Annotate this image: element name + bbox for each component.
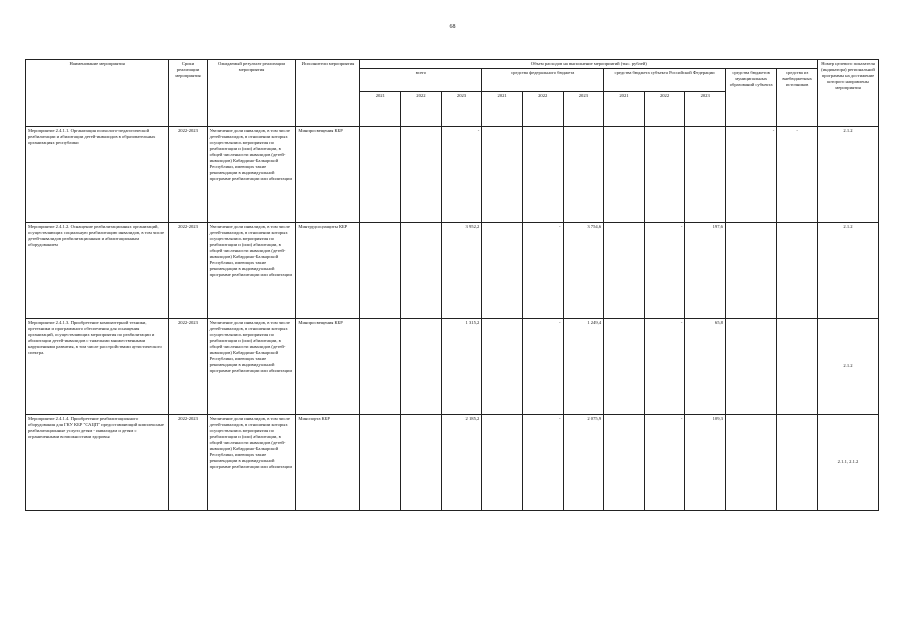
year-header: 2021	[360, 91, 401, 126]
activity-result: Увеличение доли инвалидов, в том числе детей-инвалидов, в отношении которых осуществлялись мероприятия по реабилитации и (или) абилитации, в общей численности инвалидов (детей-инвалидов) Кабардино-Балкарской Республики, имеющих такие рекомендации в индивидуальной программе реабилитации или абилитации	[207, 222, 296, 318]
offbudget-value	[777, 318, 818, 414]
total-2022	[401, 126, 442, 222]
table-row	[26, 318, 879, 414]
year-header: 2021	[604, 91, 645, 126]
regional-2021	[604, 222, 645, 318]
col-regional-header: средства бюджета субъекта Российской Федерации	[604, 68, 726, 91]
federal-2021	[482, 414, 523, 510]
year-header: 2023	[685, 91, 726, 126]
regional-2021	[604, 414, 645, 510]
federal-2022: -	[522, 222, 563, 318]
indicator-number: 2.1.1, 2.1.2	[818, 414, 879, 510]
regional-2022: -	[644, 414, 685, 510]
municipal-value	[725, 222, 776, 318]
offbudget-value	[777, 414, 818, 510]
activity-terms: 2022-2023	[169, 414, 207, 510]
federal-2023	[563, 126, 604, 222]
table-row	[26, 126, 879, 222]
total-2022	[401, 222, 442, 318]
total-2022	[401, 318, 442, 414]
total-2023: 1 315,2	[441, 318, 482, 414]
activity-terms: 2022-2023	[169, 318, 207, 414]
activity-name: Мероприятие 2.4.1.1. Организация психолого-педагогической реабилитации и абилитации детей-инвалидов в образовательных организациях республики	[26, 126, 169, 222]
municipal-value	[725, 414, 776, 510]
regional-2023: 197,6	[685, 222, 726, 318]
total-2021	[360, 318, 401, 414]
page-number: 68	[449, 24, 456, 30]
col-indicator-header: Номер целевого показателя (индикатора) региональной программы на достижение которого направлены мероприятия	[818, 60, 879, 127]
offbudget-value	[777, 222, 818, 318]
indicator-number: 2.1.2	[818, 222, 879, 318]
indicator-number: 2.1.2	[818, 126, 879, 222]
federal-2021	[482, 318, 523, 414]
col-total-header: всего	[360, 68, 482, 91]
regional-2021	[604, 126, 645, 222]
activity-result: Увеличение доли инвалидов, в том числе детей-инвалидов, в отношении которых осуществлялись мероприятия по реабилитации и (или) абилитации, в общей численности инвалидов (детей-инвалидов) Кабардино-Балкарской Республики, имеющих такие рекомендации в индивидуальной программе реабилитации или абилитации	[207, 414, 296, 510]
regional-2023	[685, 126, 726, 222]
year-header: 2023	[563, 91, 604, 126]
federal-2023: 1 249,4	[563, 318, 604, 414]
total-2023: 2 185,2	[441, 414, 482, 510]
activity-name: Мероприятие 2.4.1.3. Приобретение компьютерной техники, оргтехники и программного обеспечения для оснащения организаций, осуществляющих мероприятия по реабилитации и абилитации детей-инвалидов с тяжелыми множественными нарушениями развития, в том числе расстройствами аутистического спектра.	[26, 318, 169, 414]
year-header: 2022	[401, 91, 442, 126]
total-2023: -	[441, 126, 482, 222]
regional-2023: 65,8	[685, 318, 726, 414]
activity-name: Мероприятие 2.4.1.4. Приобретение реабилитационного оборудования для ГКУ КБР "САЦП" предоставляющий комплексные реабилитационные услуги детям - инвалидам и детям с ограниченными возможностями здоровья	[26, 414, 169, 510]
col-result-header: Ожидаемый результат реализации мероприятия	[207, 60, 296, 127]
table-row	[26, 414, 879, 510]
municipal-value: -	[725, 126, 776, 222]
federal-2022: -	[522, 318, 563, 414]
col-name-header: Наименование мероприятия	[26, 60, 169, 127]
total-2021	[360, 126, 401, 222]
activity-executor: Минпросвещения КБР	[296, 126, 360, 222]
activity-name: Мероприятие 2.4.1.2. Оснащение реабилитационных организаций, осуществляющих социальную реабилитацию инвалидов, в том числе детей-инвалидов реабилитационным и абилитационным оборудованием	[26, 222, 169, 318]
col-federal-header: средства федерального бюджета	[482, 68, 604, 91]
activity-result: Увеличение доли инвалидов, в том числе детей-инвалидов, в отношении которых осуществлялись мероприятия по реабилитации и (или) абилитации, в общей численности инвалидов (детей-инвалидов) Кабардино-Балкарской Республики, имеющих такие рекомендации в индивидуальной программе реабилитации или абилитации	[207, 318, 296, 414]
regional-2022: -	[644, 318, 685, 414]
regional-2023: 109,3	[685, 414, 726, 510]
year-header: 2023	[441, 91, 482, 126]
federal-2022: -	[522, 414, 563, 510]
offbudget-value: -	[777, 126, 818, 222]
activity-executor: Минтрудсоцзащиты КБР	[296, 222, 360, 318]
federal-2022	[522, 126, 563, 222]
program-activities-table	[25, 59, 879, 511]
year-header: 2021	[482, 91, 523, 126]
activity-result: Увеличение доли инвалидов, в том числе детей-инвалидов, в отношении которых осуществлялись мероприятия по реабилитации и (или) абилитации, в общей численности инвалидов (детей-инвалидов) Кабардино-Балкарской Республики, имеющих такие рекомендации в индивидуальной программе реабилитации или абилитации	[207, 126, 296, 222]
year-header: 2022	[644, 91, 685, 126]
regional-2022	[644, 126, 685, 222]
table-row	[26, 222, 879, 318]
activity-executor: Минспорта КБР	[296, 414, 360, 510]
header-row-1	[26, 60, 879, 69]
regional-2022: -	[644, 222, 685, 318]
col-municipal-header: средства бюджетов муниципальных образований субъекта	[725, 68, 776, 126]
municipal-value	[725, 318, 776, 414]
federal-2023: 3 754,6	[563, 222, 604, 318]
year-header: 2022	[522, 91, 563, 126]
regional-2021	[604, 318, 645, 414]
federal-2021	[482, 126, 523, 222]
col-volume-header: Объем расходов на выполнение мероприятий (тыс. рублей)	[360, 60, 818, 69]
total-2021	[360, 414, 401, 510]
activity-terms: 2022-2023	[169, 222, 207, 318]
indicator-number: 2.1.2	[818, 318, 879, 414]
col-executors-header: Исполнители мероприятия	[296, 60, 360, 127]
total-2022	[401, 414, 442, 510]
federal-2021	[482, 222, 523, 318]
activity-executor: Минпросвещения КБР	[296, 318, 360, 414]
total-2023: 3 952,2	[441, 222, 482, 318]
col-offbudget-header: средства из внебюджетных источников	[777, 68, 818, 126]
total-2021	[360, 222, 401, 318]
col-terms-header: Сроки реализации мероприятия	[169, 60, 207, 127]
activity-terms: 2022-2023	[169, 126, 207, 222]
federal-2023: 2 075,9	[563, 414, 604, 510]
